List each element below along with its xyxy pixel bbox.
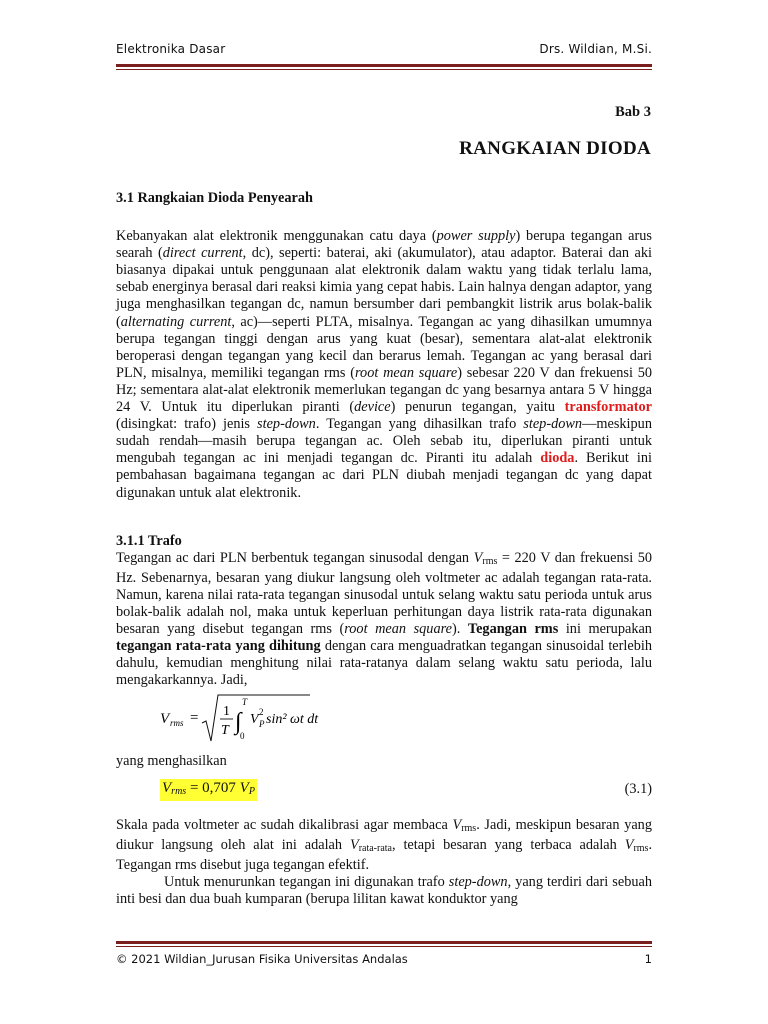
math-text: = 0,707 [189, 779, 236, 796]
equation-vrms-highlight [160, 779, 257, 801]
highlight-term-dioda: dioda [540, 450, 575, 467]
text: ) penurun tegangan, yaitu [390, 399, 565, 416]
italic-term: direct current [162, 245, 243, 262]
text: (disingkat: trafo) jenis [116, 416, 258, 433]
eq-equals: = [190, 710, 199, 727]
math-var: V [452, 816, 462, 833]
page-number: 1 [644, 952, 652, 966]
text: dengan cara menguadratkan tegangan sinusoidal terlebih dahulu, kemudian menghitung nilai rata-ratanya dalam selang waktu satu perioda, lalu mengakarkannya. Jadi, [116, 638, 652, 689]
italic-term: step-down [257, 416, 316, 433]
eq-denominator: T [221, 723, 229, 739]
text: Kebanyakan alat elektronik menggunakan catu daya ( [116, 228, 437, 245]
page-footer [116, 952, 652, 966]
eq-body-sup: 2 [259, 707, 264, 718]
math-sub: rms [171, 785, 187, 797]
chapter-title: RANGKAIAN DIODA [459, 138, 651, 159]
text: ) sebesar 220 V dan frekuensi 50 Hz; sementara alat-alat elektronik memerlukan tegangan dc yang besarnya antara 5 V hingga 24 V. Untuk itu diperlukan piranti ( [116, 364, 652, 416]
paragraph-voltmeter [116, 817, 652, 874]
text: , tetapi besaran yang terbaca adalah [392, 836, 625, 853]
math-sub: rms [482, 555, 498, 567]
footer-copyright: © 2021 Wildian_Jurusan Fisika Universitas Andalas [116, 952, 408, 966]
text: . Jadi, meskipun besaran yang diukur langsung oleh alat ini adalah [116, 816, 652, 853]
integral-upper: T [242, 697, 248, 708]
eq-numerator: 1 [223, 704, 230, 720]
eq-lhs: V [160, 711, 170, 728]
math-sub: rms [633, 842, 649, 854]
italic-term: step-down [448, 873, 508, 890]
highlight-term-transformator: transformator [564, 399, 652, 416]
italic-term: alternating current [120, 313, 232, 330]
text: , dc), seperti: baterai, aki (akumulator), atau adaptor. Baterai dan aki biasanya dipakai untuk penggunaan alat elektronik dalam waktu yang tidak terlalu lama, sebab energinya berasal dari reaksi kimia yang cepat habis. Lain halnya dengan adaptor, yang juga menghasilkan tegangan dc, namun bersumber dari pembangkit listrik arus bolak-balik ( [116, 245, 652, 330]
italic-term: device [354, 399, 391, 416]
italic-term: root mean square [344, 621, 452, 638]
header-rule [116, 64, 652, 70]
equation-svg [160, 691, 360, 749]
paragraph-intro [116, 228, 652, 502]
text: . Tegangan yang dihasilkan trafo [315, 416, 524, 433]
text: . Tegangan rms disebut juga tegangan efektif. [116, 836, 653, 873]
math-sub: rms [461, 822, 477, 834]
text: —meskipun sudah rendah—masih berupa tegangan ac. Oleh sebab itu, diperlukan piranti untuk mengubah tegangan ac ini menjadi tegangan dc. Piranti itu adalah [116, 416, 652, 467]
header-left: Elektronika Dasar [116, 42, 226, 56]
subsection-heading: 3.1.1 Trafo [116, 532, 182, 549]
math-var: V [162, 779, 172, 796]
between-text: yang menghasilkan [116, 753, 227, 770]
text: , yang terdiri dari sebuah inti besi dan dua buah kumparan (berupa lilitan kawat konduktor yang [116, 873, 653, 907]
spacer [116, 502, 652, 533]
math-sub: P [248, 785, 255, 797]
math-var: V [239, 779, 249, 796]
integral-lower: 0 [240, 731, 245, 742]
italic-term: power supply [436, 228, 516, 245]
paragraph-stepdown [116, 874, 652, 908]
text: = 220 V dan frekuensi 50 Hz. Sebenarnya, besaran yang diukur langsung oleh voltmeter ac adalah tegangan rata-rata. Namun, karena nilai rata-rata tegangan sinusodal untuk selang waktu satu perioda untuk arus bolak-balik adalah nol, maka untuk keperluan perhitungan daya listrik rata-rata digunakan besaran yang disebut tegangan rms ( [116, 549, 653, 638]
footer-rule [116, 941, 652, 947]
math-var: V [349, 836, 359, 853]
math-sub: rata-rata [358, 842, 392, 854]
section-heading: 3.1 Rangkaian Dioda Penyearah [116, 190, 314, 206]
eq-body-v: V [250, 712, 259, 728]
text: Untuk menurunkan tegangan ini digunakan trafo [164, 873, 449, 890]
page-body [116, 190, 652, 908]
math-var: V [624, 836, 634, 853]
italic-term: step-down [523, 416, 583, 433]
math-var: V [473, 549, 483, 566]
paragraph-trafo [116, 550, 652, 690]
eq-body-sub: P [259, 719, 265, 730]
chapter-number: Bab 3 [615, 104, 651, 120]
equation-number: (3.1) [624, 780, 652, 797]
text: Skala pada voltmeter ac sudah dikalibrasi agar membaca [116, 816, 453, 833]
equation-row-3-1 [116, 775, 652, 805]
text: , ac)—seperti PLTA, misalnya. Tegangan ac yang dihasilkan umumnya berupa tegangan tinggi dengan arus yang kuat (besar), sementara alat-alat elektronik beroperasi dengan tegangan yang kecil dan berarus lemah. Tegangan ac yang berasal dari PLN, misalnya, memiliki tegangan rms ( [116, 313, 652, 381]
text: Tegangan ac dari PLN berbentuk tegangan sinusodal dengan [116, 549, 474, 566]
bold-term: Tegangan rms [467, 621, 559, 638]
text: ). [451, 621, 468, 638]
italic-term: root mean square [355, 364, 458, 381]
text: ) berupa tegangan arus searah ( [116, 228, 652, 262]
equation-rms-integral [116, 691, 652, 749]
header-right: Drs. Wildian, M.Si. [539, 42, 652, 56]
bold-term: tegangan rata-rata yang dihitung [116, 638, 321, 655]
eq-body-rest: sin² ωt dt [266, 712, 319, 728]
text: . Berikut ini pembahasan bagaimana tegangan ac dari PLN diubah menjadi tegangan dc yang dapat digunakan untuk alat elektronik. [116, 450, 653, 501]
integral-sign: ∫ [235, 709, 242, 736]
text: ini merupakan [558, 621, 652, 638]
eq-lhs-sub: rms [170, 718, 184, 729]
page-header [116, 42, 652, 56]
